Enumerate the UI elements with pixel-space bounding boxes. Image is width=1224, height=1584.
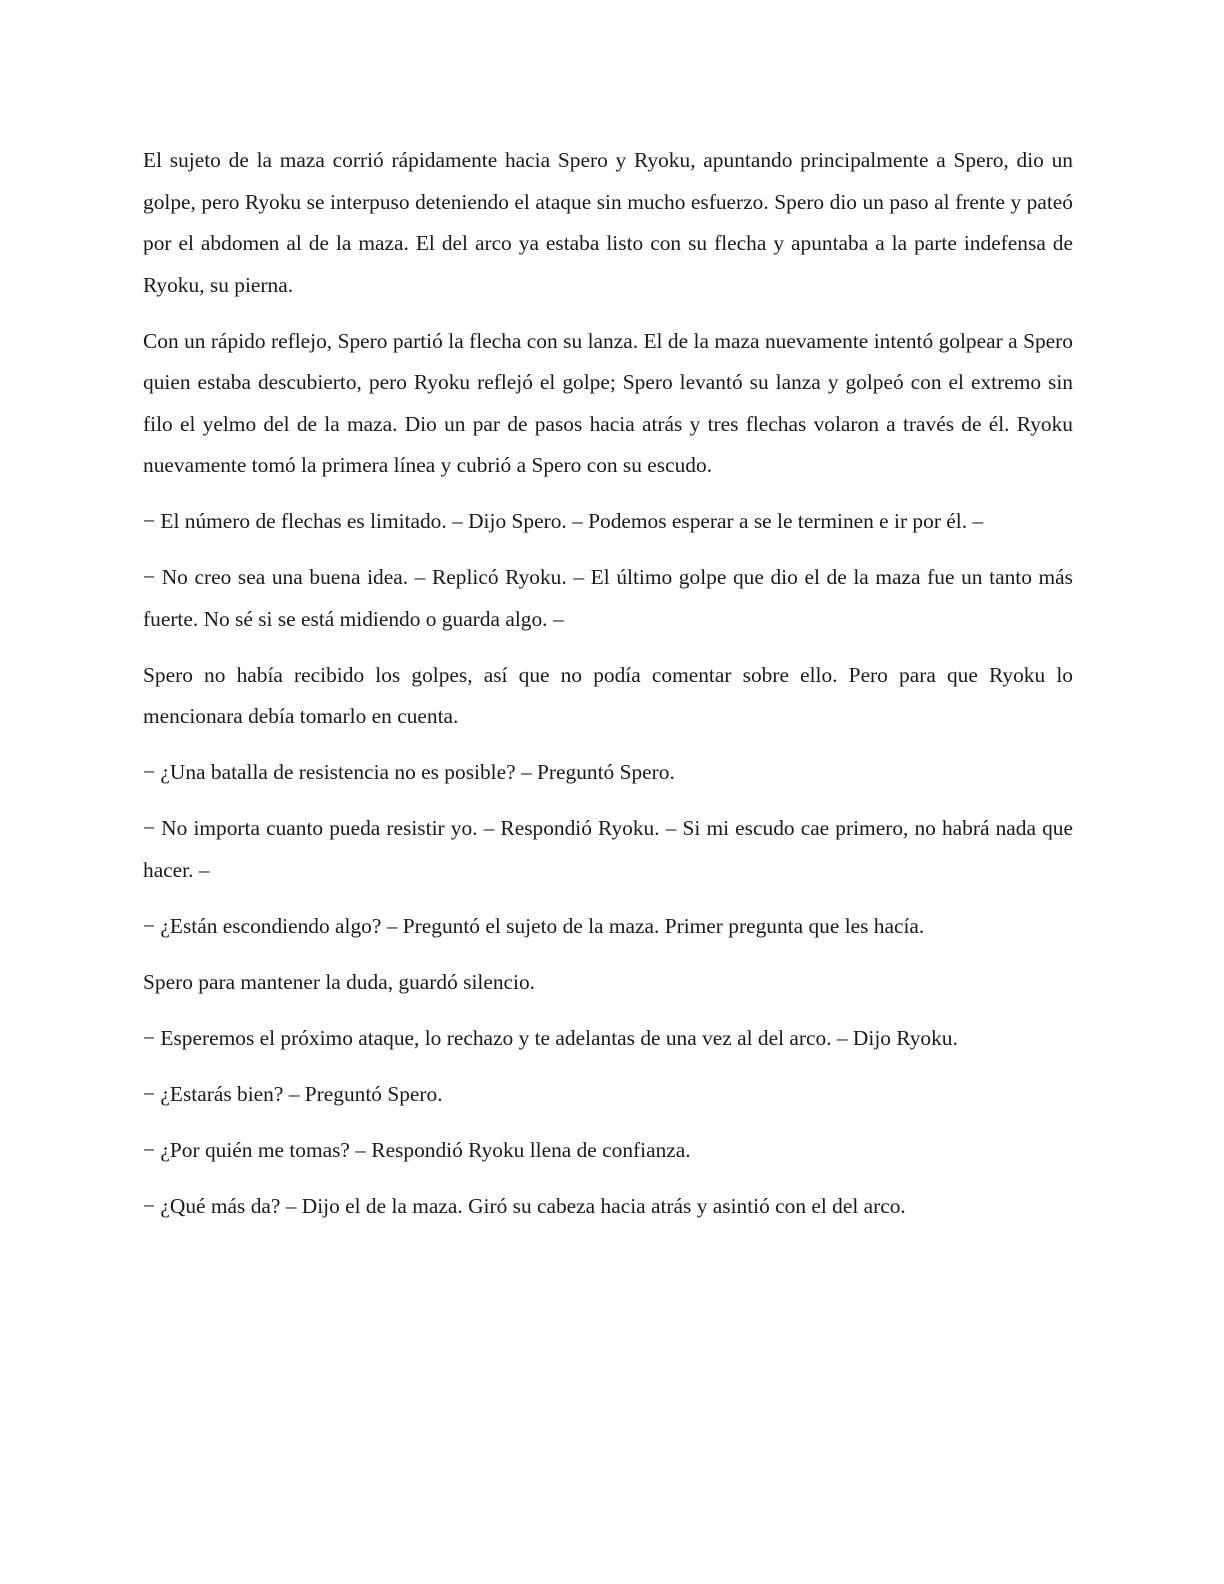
paragraph: Con un rápido reflejo, Spero partió la flecha con su lanza. El de la maza nuevamente intentó golpear a Spero quien estaba descubierto, pero Ryoku reflejó el golpe; Spero levantó su lanza y golpeó con el extremo sin filo el yelmo del de la maza. Dio un par de pasos hacia atrás y tres flechas volaron a través de él. Ryoku nuevamente tomó la primera línea y cubrió a Spero con su escudo.: [143, 328, 1073, 477]
paragraph: Spero para mantener la duda, guardó silencio.: [143, 969, 536, 994]
paragraph: Spero no había recibido los golpes, así que no podía comentar sobre ello. Pero para que Ryoku lo mencionara debía tomarlo en cuenta.: [143, 662, 1073, 728]
paragraph: − No creo sea una buena idea. – Replicó Ryoku. – El último golpe que dio el de la maza fue un tanto más fuerte. No sé si se está midiendo o guarda algo. –: [143, 565, 1073, 631]
paragraph: − ¿Estarás bien? – Preguntó Spero.: [143, 1081, 443, 1106]
paragraph: − No importa cuanto pueda resistir yo. – Respondió Ryoku. – Si mi escudo cae primero, no habrá nada que hacer. –: [143, 816, 1073, 882]
paragraph: − ¿Por quién me tomas? – Respondió Ryoku llena de confianza.: [143, 1137, 691, 1162]
document-page: [143, 140, 1073, 1242]
paragraph: − ¿Una batalla de resistencia no es posible? – Preguntó Spero.: [143, 760, 675, 784]
paragraph: − ¿Están escondiendo algo? – Preguntó el sujeto de la maza. Primer pregunta que les hacía.: [143, 913, 925, 938]
paragraph: − ¿Qué más da? – Dijo el de la maza. Giró su cabeza hacia atrás y asintió con el del arco.: [143, 1193, 906, 1218]
paragraph: El sujeto de la maza corrió rápidamente hacia Spero y Ryoku, apuntando principalmente a Spero, dio un golpe, pero Ryoku se interpuso deteniendo el ataque sin mucho esfuerzo. Spero dio un paso al frente y pateó por el abdomen al de la maza. El del arco ya estaba listo con su flecha y apuntaba a la parte indefensa de Ryoku, su pierna.: [143, 148, 1073, 297]
paragraph: − Esperemos el próximo ataque, lo rechazo y te adelantas de una vez al del arco. – Dijo Ryoku.: [143, 1025, 958, 1050]
paragraph: − El número de flechas es limitado. – Dijo Spero. – Podemos esperar a se le terminen e ir por él. –: [143, 509, 984, 533]
